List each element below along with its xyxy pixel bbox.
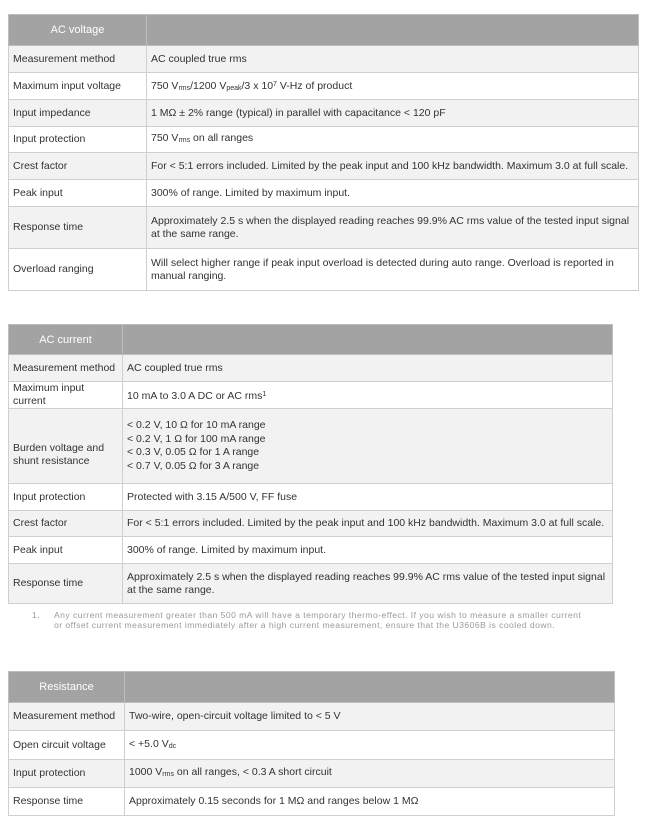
row-value: Will select higher range if peak input overload is detected during auto range. Overload is reported in manual ranging.: [147, 249, 639, 291]
row-label: Peak input: [9, 537, 123, 564]
footnote-number: 1.: [32, 610, 41, 620]
ac-voltage-header-blank: [147, 15, 639, 46]
value-subscript: rms: [178, 137, 191, 144]
value-part: on all ranges, < 0.3 A short circuit: [173, 766, 332, 778]
row-value: Approximately 2.5 s when the displayed reading reaches 99.9% AC rms value of the tested input signal at the same range.: [147, 207, 639, 249]
table-row: [9, 484, 613, 511]
value-subscript: rms: [162, 771, 174, 778]
value-part: < +5.0 V: [129, 737, 169, 750]
table-row: [9, 180, 639, 207]
value-part: 750 V: [151, 79, 179, 92]
value-part: 1000 V: [129, 766, 163, 778]
row-value: 300% of range. Limited by maximum input.: [147, 180, 639, 207]
row-label: Crest factor: [9, 153, 147, 180]
label-line: shunt resistance: [13, 455, 90, 467]
row-value: [125, 760, 615, 788]
row-value: 300% of range. Limited by maximum input.: [123, 537, 613, 564]
row-value: [147, 127, 639, 153]
row-value: [125, 731, 615, 760]
value-line: < 0.3 V, 0.05 Ω for 1 A range: [127, 446, 260, 458]
label-line: Burden voltage and: [13, 442, 105, 454]
table-row: [9, 760, 615, 788]
row-value: [123, 409, 613, 484]
value-subscript: dc: [168, 742, 177, 750]
ac-current-table: [8, 324, 613, 604]
value-part: on all ranges: [190, 132, 254, 144]
table-row: [9, 207, 639, 249]
row-value: For < 5:1 errors included. Limited by the peak input and 100 kHz bandwidth. Maximum 3.0 at full scale.: [123, 511, 613, 537]
row-label: Maximum input current: [9, 382, 123, 409]
table-row: [9, 409, 613, 484]
row-label: Input impedance: [9, 100, 147, 127]
row-label: Open circuit voltage: [9, 731, 125, 760]
table-row: [9, 788, 615, 816]
table-row: [9, 537, 613, 564]
row-label: Measurement method: [9, 703, 125, 731]
table-row: [9, 127, 639, 153]
row-value: Approximately 0.15 seconds for 1 MΩ and ranges below 1 MΩ: [125, 788, 615, 816]
ac-current-header-blank: [123, 325, 613, 355]
resistance-header-blank: [125, 672, 615, 703]
row-label: Input protection: [9, 127, 147, 153]
value-line: < 0.2 V, 1 Ω for 100 mA range: [127, 432, 266, 445]
resistance-header: Resistance: [9, 672, 125, 703]
table-row: [9, 73, 639, 100]
row-label: [9, 409, 123, 484]
table-row: [9, 564, 613, 604]
table-row: [9, 153, 639, 180]
row-label: Response time: [9, 207, 147, 249]
ac-voltage-header: AC voltage: [9, 15, 147, 46]
footnote-ref: 1: [262, 390, 267, 398]
row-label: Input protection: [9, 760, 125, 788]
row-label: Response time: [9, 788, 125, 816]
row-label: Overload ranging: [9, 249, 147, 291]
table-row: [9, 100, 639, 127]
value-subscript: peak: [226, 84, 242, 92]
table-row: [9, 382, 613, 409]
table-row: [9, 355, 613, 382]
row-label: Peak input: [9, 180, 147, 207]
row-value: Approximately 2.5 s when the displayed reading reaches 99.9% AC rms value of the tested input signal at the same range.: [123, 564, 613, 604]
row-value: For < 5:1 errors included. Limited by the peak input and 100 kHz bandwidth. Maximum 3.0 at full scale.: [147, 153, 639, 180]
row-label: Measurement method: [9, 355, 123, 382]
value-part: /3 x 10: [241, 79, 274, 92]
footnote-text: Any current measurement greater than 500 mA will have a temporary thermo-effect. If you wish to measure a smaller current or offset current measurement immediately after a high current measurement, ensure that the U3606B is cooled down.: [54, 610, 582, 630]
row-value: Two-wire, open-circuit voltage limited to < 5 V: [125, 703, 615, 731]
row-value: AC coupled true rms: [123, 355, 613, 382]
table-row: [9, 703, 615, 731]
value-part: 750 V: [151, 132, 179, 144]
row-label: Measurement method: [9, 46, 147, 73]
ac-voltage-table: [8, 14, 639, 291]
row-label: Crest factor: [9, 511, 123, 537]
ac-current-header: AC current: [9, 325, 123, 355]
value-part: 10 mA to 3.0 A DC or AC rms: [127, 389, 263, 402]
value-line: < 0.2 V, 10 Ω for 10 mA range: [127, 419, 266, 431]
row-value: [123, 382, 613, 409]
footnote: [32, 610, 592, 630]
row-label: Maximum input voltage: [9, 73, 147, 100]
row-label: Input protection: [9, 484, 123, 511]
row-value: AC coupled true rms: [147, 46, 639, 73]
value-subscript: rms: [178, 84, 191, 92]
value-superscript: 7: [273, 80, 277, 88]
row-value: [147, 73, 639, 100]
row-value: 1 MΩ ± 2% range (typical) in parallel with capacitance < 120 pF: [147, 100, 639, 127]
table-row: [9, 731, 615, 760]
value-part: /1200 V: [190, 79, 227, 92]
row-value: Protected with 3.15 A/500 V, FF fuse: [123, 484, 613, 511]
table-row: [9, 46, 639, 73]
row-label: Response time: [9, 564, 123, 604]
table-row: [9, 511, 613, 537]
table-row: [9, 249, 639, 291]
resistance-table: [8, 671, 615, 816]
value-line: < 0.7 V, 0.05 Ω for 3 A range: [127, 459, 260, 472]
value-part: V-Hz of product: [276, 79, 353, 92]
